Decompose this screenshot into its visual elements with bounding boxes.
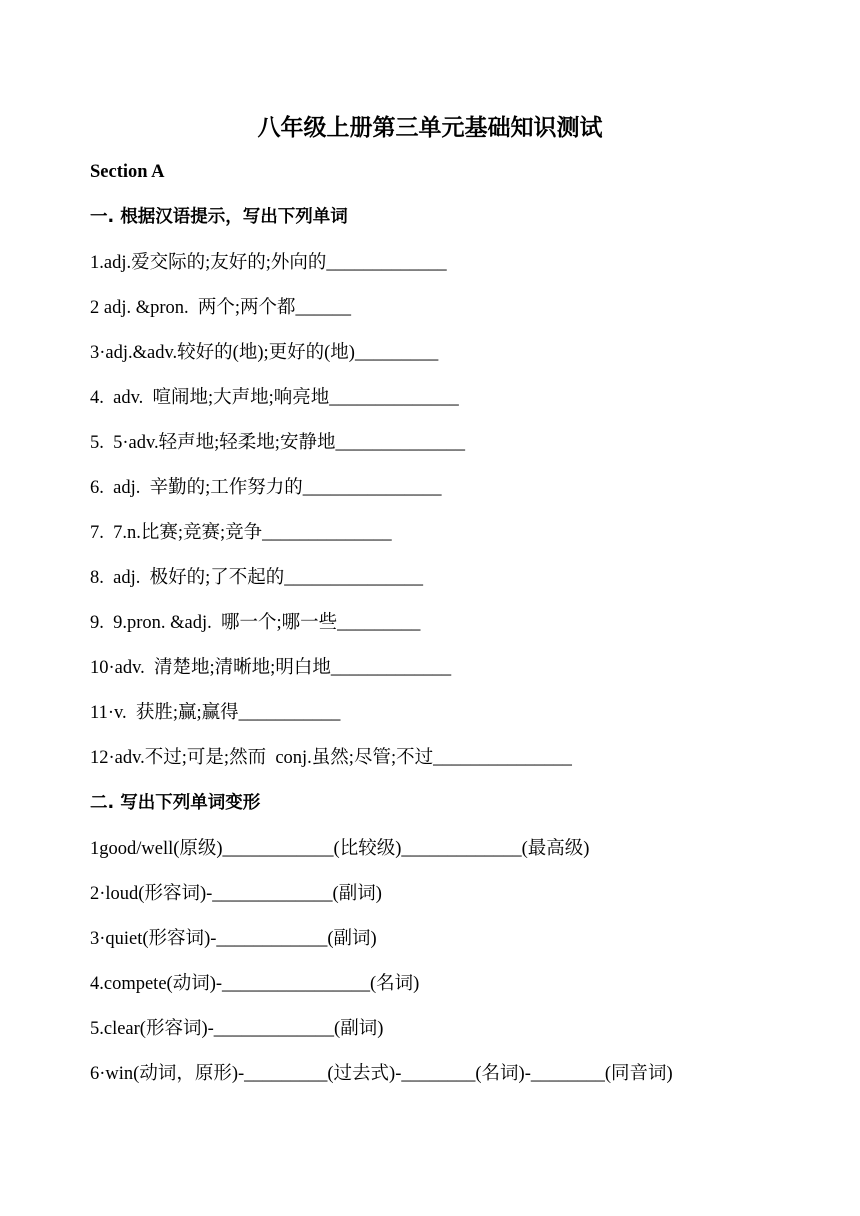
part2-heading: 二. 写出下列单词变形 (90, 793, 261, 813)
vocab-item: 4. adv. 喧闹地;大声地;响亮地______________ (90, 388, 459, 408)
vocab-item: 11·v. 获胜;赢;赢得___________ (90, 703, 341, 723)
vocab-item: 3·adj.&adv.较好的(地);更好的(地)_________ (90, 343, 439, 363)
vocab-item: 10·adv. 清楚地;清晰地;明白地_____________ (90, 658, 452, 678)
vocab-item: 9. 9.pron. &adj. 哪一个;哪一些_________ (90, 613, 421, 633)
word-form-item: 1good/well(原级)____________(比较级)_____________(最高级) (90, 839, 590, 859)
part1-heading: 一. 根据汉语提示，写出下列单词 (90, 207, 348, 227)
vocab-item: 8. adj. 极好的;了不起的_______________ (90, 568, 423, 588)
vocab-item: 7. 7.n.比赛;竞赛;竞争______________ (90, 523, 392, 543)
vocab-item: 6. adj. 辛勤的;工作努力的_______________ (90, 478, 442, 498)
section-heading: Section A (90, 162, 165, 182)
word-form-item: 4.compete(动词)-________________(名词) (90, 974, 420, 994)
word-form-item: 6·win(动词，原形)-_________(过去式)-________(名词)-________(同音词) (90, 1064, 673, 1084)
vocab-item: 2 adj. &pron. 两个;两个都______ (90, 298, 352, 318)
word-form-item: 5.clear(形容词)-_____________(副词) (90, 1019, 384, 1039)
vocab-item: 1.adj.爱交际的;友好的;外向的_____________ (90, 253, 447, 273)
word-form-item: 3·quiet(形容词)-____________(副词) (90, 929, 377, 949)
page-title: 八年级上册第三单元基础知识测试 (257, 115, 603, 141)
vocab-item: 5. 5·adv.轻声地;轻柔地;安静地______________ (90, 433, 465, 453)
vocab-item: 12·adv.不过;可是;然而 conj.虽然;尽管;不过_______________ (90, 748, 572, 768)
word-form-item: 2·loud(形容词)-_____________(副词) (90, 884, 382, 904)
